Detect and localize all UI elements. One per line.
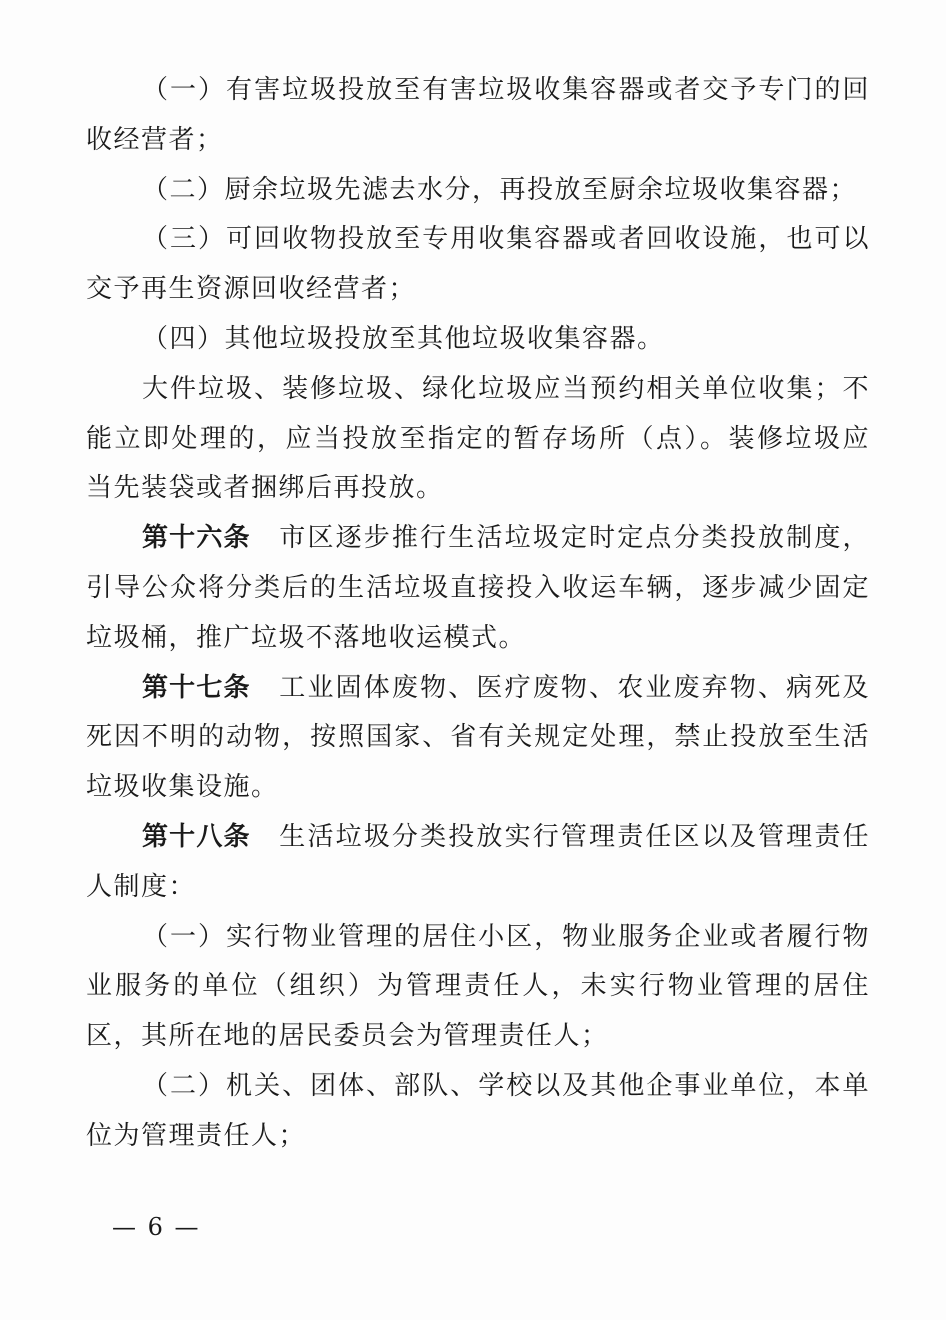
paragraph-text: （三）可回收物投放至专用收集容器或者回收设施，也可以交予再生资源回收经营者； — [86, 224, 870, 305]
paragraph-text: （四）其他垃圾投放至其他垃圾收集容器。 — [142, 323, 665, 354]
item-kitchen-waste — [86, 166, 870, 216]
article-heading: 第十六条 — [142, 523, 251, 554]
item-hazardous-waste — [86, 66, 870, 166]
article-18 — [86, 813, 870, 913]
item-other-waste — [86, 315, 870, 365]
paragraph-text: （一）有害垃圾投放至有害垃圾收集容器或者交予专门的回收经营者； — [86, 75, 870, 155]
item-residential-areas — [86, 913, 870, 1062]
article-text: 生活垃圾分类投放实行管理责任区以及管理责任人制度： — [86, 821, 870, 902]
article-heading: 第十八条 — [142, 821, 251, 852]
paragraph-text: （二）机关、团体、部队、学校以及其他企事业单位，本单位为管理责任人； — [86, 1070, 870, 1151]
article-text: 工业固体废物、医疗废物、农业废弃物、病死及死因不明的动物，按照国家、省有关规定处理，禁止投放至生活垃圾收集设施。 — [86, 672, 870, 803]
item-institutions — [86, 1062, 870, 1162]
item-recyclables — [86, 215, 870, 315]
article-16 — [86, 514, 870, 663]
article-text: 市区逐步推行生活垃圾定时定点分类投放制度，引导公众将分类后的生活垃圾直接投入收运车辆，逐步减少固定垃圾桶，推广垃圾不落地收运模式。 — [86, 523, 870, 653]
paragraph-text: （二）厨余垃圾先滤去水分，再投放至厨余垃圾收集容器； — [142, 174, 858, 205]
paragraph-text: （一）实行物业管理的居住小区，物业服务企业或者履行物业服务的单位（组织）为管理责任人，未实行物业管理的居住区，其所在地的居民委员会为管理责任人； — [86, 921, 870, 1052]
article-17 — [86, 664, 870, 813]
bulky-waste-paragraph — [86, 365, 870, 514]
page-number: — 6 — — [112, 1213, 201, 1241]
paragraph-text: 大件垃圾、装修垃圾、绿化垃圾应当预约相关单位收集；不能立即处理的，应当投放至指定的暂存场所（点）。装修垃圾应当先装袋或者捆绑后再投放。 — [86, 373, 870, 504]
article-heading: 第十七条 — [142, 672, 251, 703]
body-text — [86, 66, 870, 1162]
